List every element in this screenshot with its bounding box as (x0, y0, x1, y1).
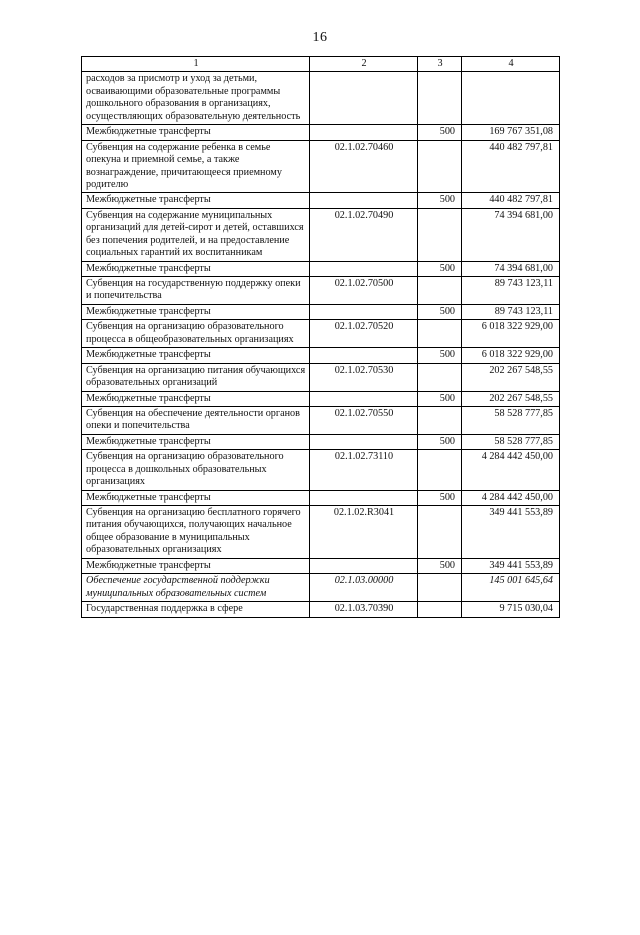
cell-group: 500 (418, 558, 462, 573)
cell-code: 02.1.02.70520 (310, 320, 418, 348)
cell-code: 02.1.02.70500 (310, 277, 418, 305)
cell-name: Субвенция на обеспечение деятельности органов опеки и попечительства (82, 406, 310, 434)
cell-name: Субвенция на организацию бесплатного горячего питания обучающихся, получающих начальное общее образование в муниципальных образовательных организациях (82, 506, 310, 559)
table-row (82, 450, 560, 490)
cell-name: Межбюджетные трансферты (82, 193, 310, 208)
table-row (82, 348, 560, 363)
cell-group (418, 208, 462, 261)
cell-amount: 89 743 123,11 (462, 304, 560, 319)
cell-code (310, 490, 418, 505)
cell-amount: 58 528 777,85 (462, 406, 560, 434)
table-row (82, 277, 560, 305)
cell-code: 02.1.02.70530 (310, 363, 418, 391)
cell-code: 02.1.02.70460 (310, 140, 418, 193)
cell-name: Субвенция на организацию питания обучающихся образовательных организаций (82, 363, 310, 391)
cell-name: Межбюджетные трансферты (82, 261, 310, 276)
cell-group: 500 (418, 261, 462, 276)
cell-amount: 169 767 351,08 (462, 125, 560, 140)
page-number: 16 (312, 30, 328, 45)
cell-amount: 9 715 030,04 (462, 602, 560, 617)
cell-group (418, 574, 462, 602)
cell-group (418, 140, 462, 193)
cell-amount: 74 394 681,00 (462, 208, 560, 261)
cell-name: расходов за присмотр и уход за детьми, осваивающими образовательные программы дошкольного образования в организациях, осуществляющих образовательную деятельность (82, 72, 310, 125)
cell-amount: 202 267 548,55 (462, 363, 560, 391)
cell-amount: 202 267 548,55 (462, 391, 560, 406)
cell-amount: 440 482 797,81 (462, 193, 560, 208)
cell-group: 500 (418, 391, 462, 406)
cell-group (418, 72, 462, 125)
table-row (82, 125, 560, 140)
table-row (82, 574, 560, 602)
cell-amount: 349 441 553,89 (462, 558, 560, 573)
cell-name: Межбюджетные трансферты (82, 304, 310, 319)
cell-amount: 58 528 777,85 (462, 434, 560, 449)
cell-code (310, 391, 418, 406)
cell-code (310, 434, 418, 449)
cell-amount: 145 001 645,64 (462, 574, 560, 602)
cell-amount: 440 482 797,81 (462, 140, 560, 193)
budget-table (81, 56, 560, 618)
cell-amount: 4 284 442 450,00 (462, 490, 560, 505)
column-header-2: 2 (310, 57, 418, 72)
table-row (82, 261, 560, 276)
cell-group: 500 (418, 304, 462, 319)
cell-name: Субвенция на содержание ребенка в семье опекуна и приемной семье, а также вознаграждение, причитающееся приемному родителю (82, 140, 310, 193)
cell-code: 02.1.03.70390 (310, 602, 418, 617)
cell-name: Субвенция на государственную поддержку опеки и попечительства (82, 277, 310, 305)
table-row (82, 506, 560, 559)
cell-amount (462, 72, 560, 125)
cell-code (310, 304, 418, 319)
cell-amount: 349 441 553,89 (462, 506, 560, 559)
cell-group (418, 363, 462, 391)
cell-code (310, 348, 418, 363)
table-row (82, 363, 560, 391)
cell-amount: 74 394 681,00 (462, 261, 560, 276)
cell-amount: 6 018 322 929,00 (462, 348, 560, 363)
table-row (82, 602, 560, 617)
cell-code (310, 558, 418, 573)
budget-table-wrapper (81, 56, 559, 618)
cell-name: Межбюджетные трансферты (82, 348, 310, 363)
table-header-row (82, 57, 560, 72)
cell-name: Межбюджетные трансферты (82, 434, 310, 449)
cell-group: 500 (418, 490, 462, 505)
cell-code: 02.1.02.73110 (310, 450, 418, 490)
table-row (82, 391, 560, 406)
cell-code: 02.1.02.R3041 (310, 506, 418, 559)
cell-code: 02.1.02.70550 (310, 406, 418, 434)
cell-name: Субвенция на содержание муниципальных организаций для детей-сирот и детей, оставшихся без попечения родителей, и на предоставление социальных гарантий их воспитанникам (82, 208, 310, 261)
cell-code (310, 193, 418, 208)
cell-name: Межбюджетные трансферты (82, 391, 310, 406)
cell-name: Межбюджетные трансферты (82, 125, 310, 140)
table-row (82, 208, 560, 261)
cell-code: 02.1.02.70490 (310, 208, 418, 261)
column-header-1: 1 (82, 57, 310, 72)
cell-code (310, 125, 418, 140)
cell-group: 500 (418, 434, 462, 449)
cell-group: 500 (418, 193, 462, 208)
cell-group (418, 406, 462, 434)
cell-name: Межбюджетные трансферты (82, 490, 310, 505)
table-row (82, 434, 560, 449)
document-page (0, 30, 640, 935)
cell-amount: 6 018 322 929,00 (462, 320, 560, 348)
cell-name: Межбюджетные трансферты (82, 558, 310, 573)
cell-code (310, 72, 418, 125)
cell-name: Субвенция на организацию образовательного процесса в дошкольных образовательных организациях (82, 450, 310, 490)
table-body (82, 57, 560, 618)
table-row (82, 490, 560, 505)
table-row (82, 558, 560, 573)
cell-amount: 89 743 123,11 (462, 277, 560, 305)
cell-name: Обеспечение государственной поддержки муниципальных образовательных систем (82, 574, 310, 602)
cell-group: 500 (418, 125, 462, 140)
cell-code: 02.1.03.00000 (310, 574, 418, 602)
cell-name: Государственная поддержка в сфере (82, 602, 310, 617)
table-row (82, 304, 560, 319)
table-row (82, 193, 560, 208)
cell-group (418, 277, 462, 305)
cell-group (418, 602, 462, 617)
column-header-4: 4 (462, 57, 560, 72)
cell-code (310, 261, 418, 276)
cell-amount: 4 284 442 450,00 (462, 450, 560, 490)
table-row (82, 140, 560, 193)
cell-group (418, 320, 462, 348)
column-header-3: 3 (418, 57, 462, 72)
cell-group (418, 450, 462, 490)
table-row (82, 320, 560, 348)
cell-group: 500 (418, 348, 462, 363)
table-row (82, 406, 560, 434)
cell-group (418, 506, 462, 559)
table-row (82, 72, 560, 125)
cell-name: Субвенция на организацию образовательного процесса в общеобразовательных организациях (82, 320, 310, 348)
